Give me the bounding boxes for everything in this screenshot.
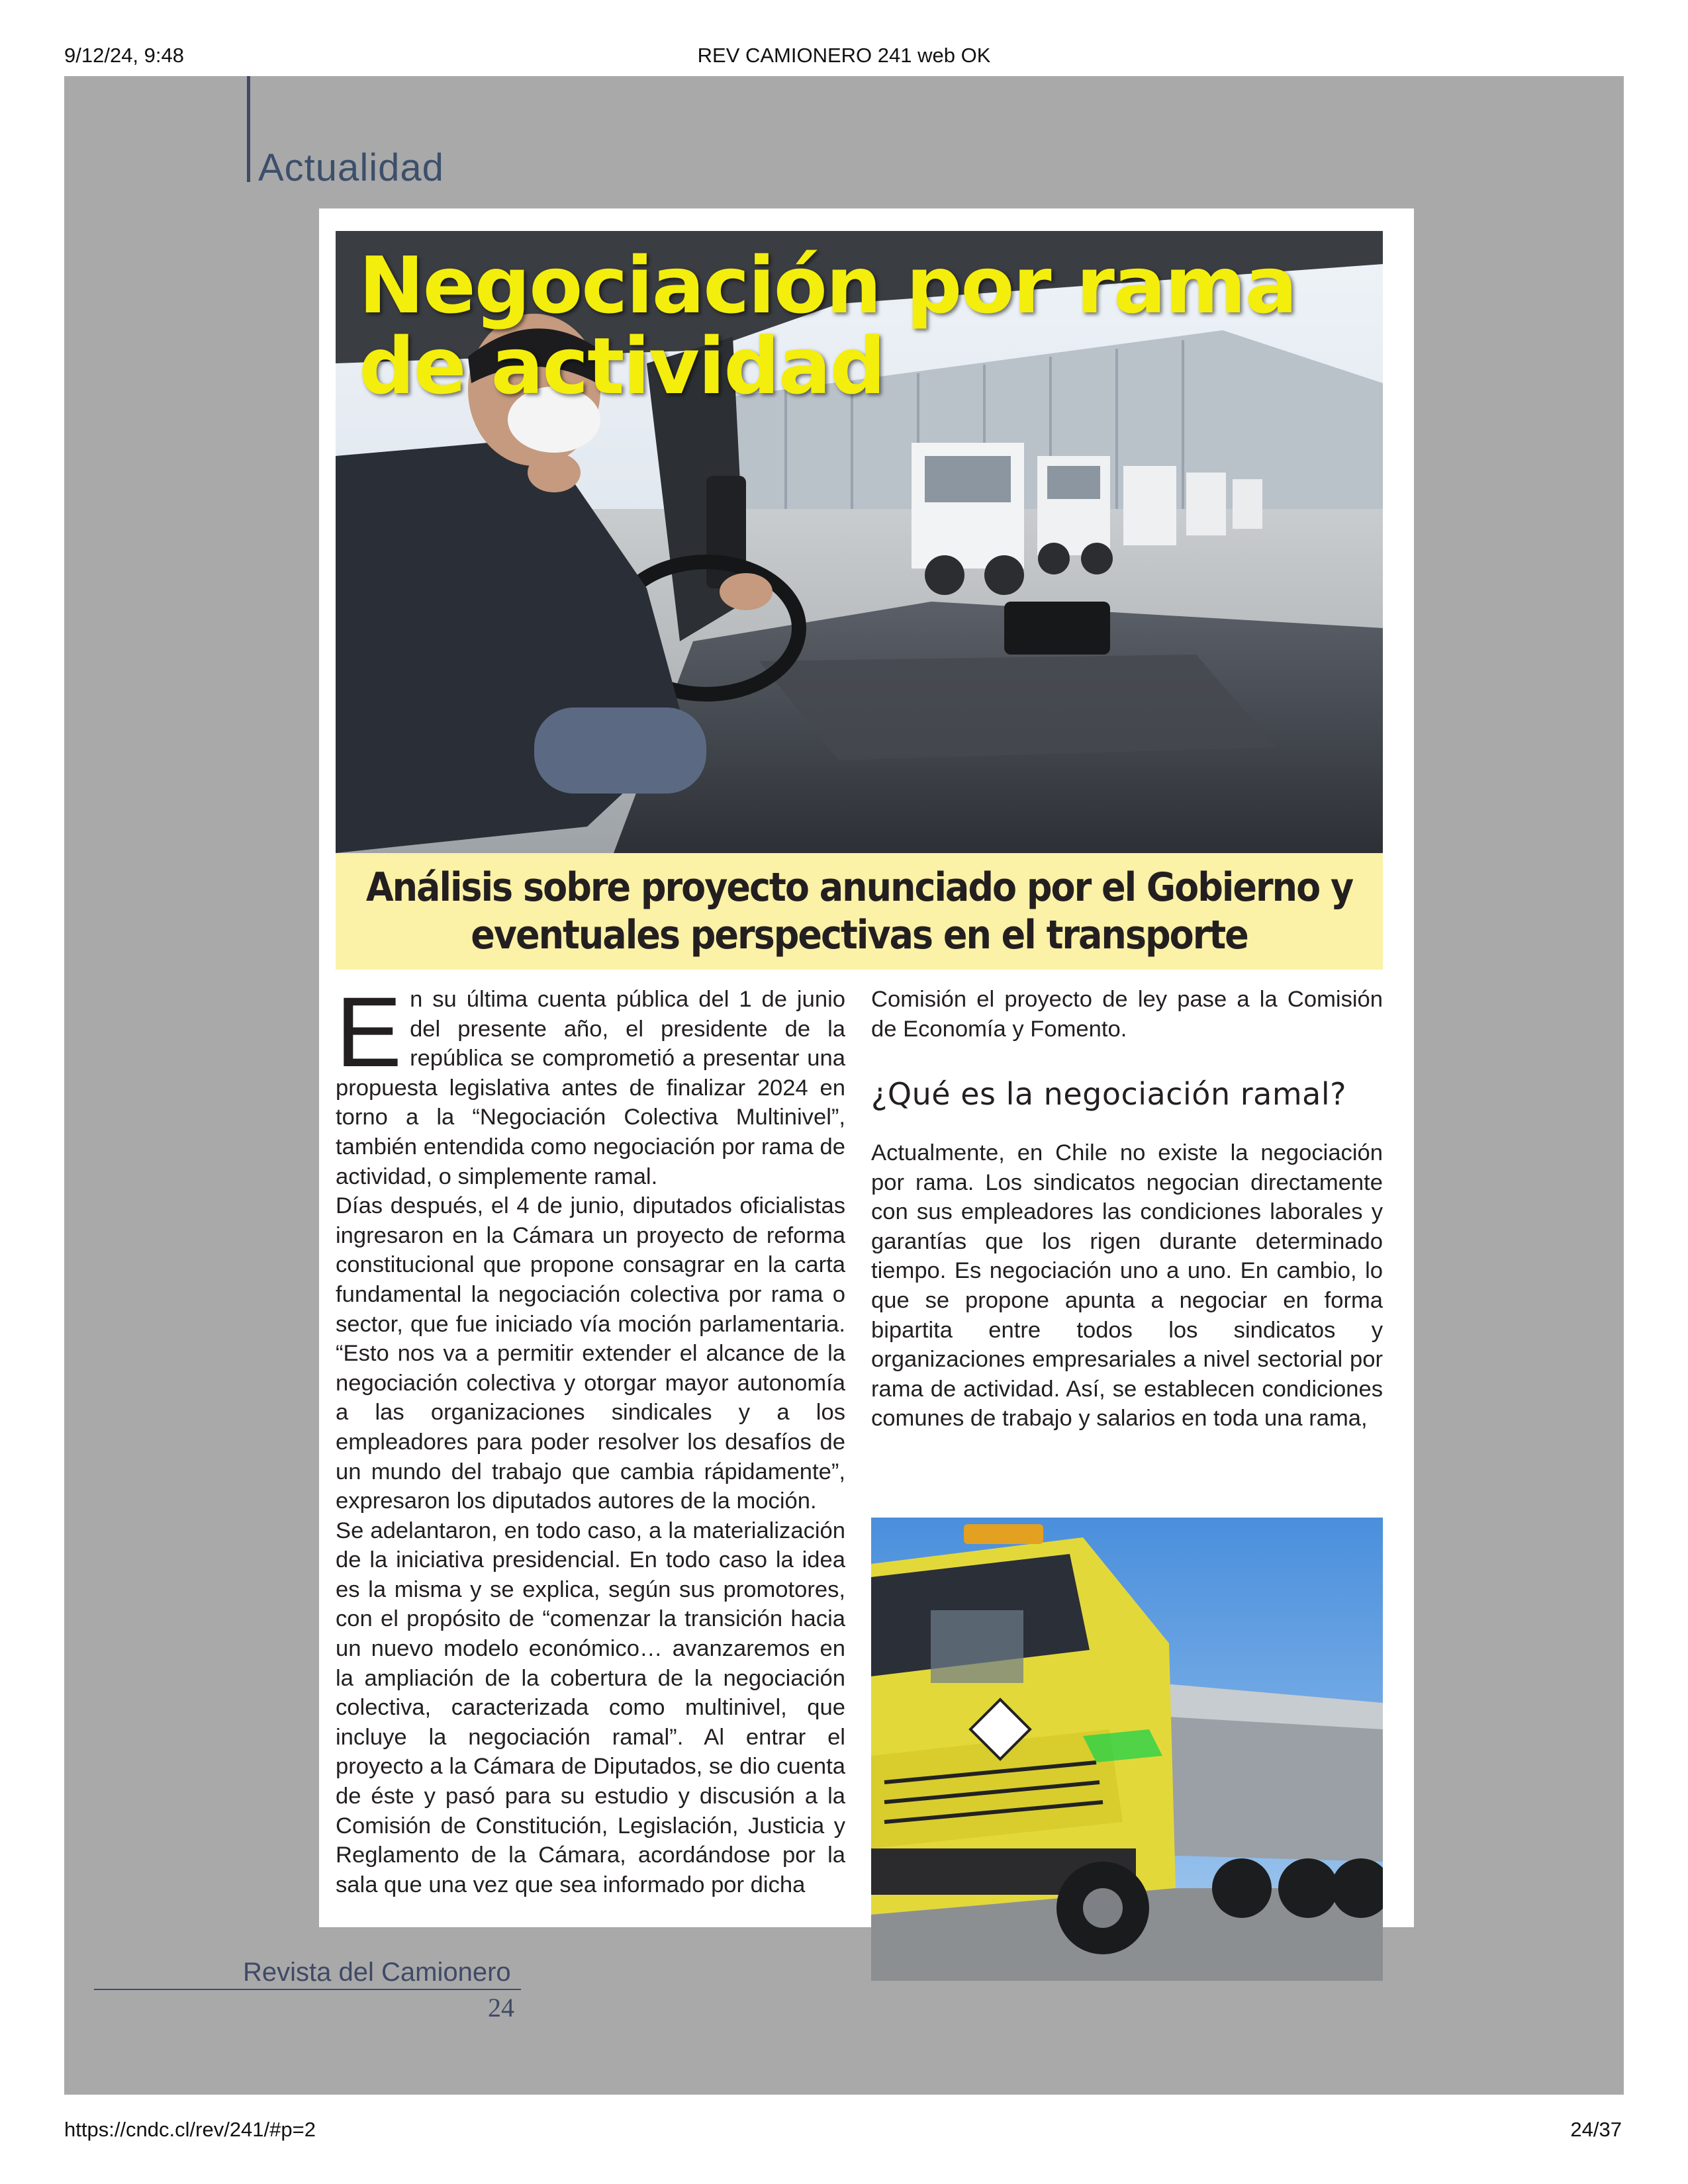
headline: Negociación por rama de actividad [359,240,1297,412]
print-document-title: REV CAMIONERO 241 web OK [697,44,991,67]
subtitle-band [336,853,1383,970]
drop-cap: E [336,976,402,1087]
paragraph: Se adelantaron, en todo caso, a la materialización de la iniciativa presidencial. En todo caso la idea es la misma y se explica, según sus promotores, con el propósito de “comenzar la transición hacia un nuevo modelo económico… avanzaremos en la ampliación de la cobertura de la negociación colectiva, caracterizada como multinivel, que incluye la negociación ramal”. Al entrar el proyecto a la Cámara de Diputados, se dio cuenta de éste y pasó para su estudio y discusión a la Comisión de Constitución, Legislación, Justicia y Reglamento de la Cámara, acordándose por la sala que una vez que sea informado por dicha [336,1518,845,1897]
paragraph: Actualmente, en Chile no existe la negociación por rama. Los sindicatos negocian directamente con sus empleadores las condiciones laborales y garantías que los rigen durante determinado tiempo. Es negociación uno a uno. En cambio, lo que se propone apunta a negociar en forma bipartita entre todos los sindicatos y organizaciones empresariales a nivel sectorial por rama de actividad. Así, se establecen condiciones comunes de trabajo y salarios en toda una rama, [871,1140,1383,1432]
article-column-right [871,1138,1383,1433]
magazine-page [64,76,1624,2095]
footer-divider [94,1989,521,1990]
page-number: 24 [488,1993,514,2023]
article-column-left [336,976,845,1899]
paragraph: Comisión el proyecto de ley pase a la Comisión de Economía y Fomento. [871,987,1383,1042]
magazine-name: Revista del Camionero [243,1958,511,1987]
article-column-right-continuation [871,985,1383,1044]
article-subtitle: Análisis sobre proyecto anunciado por el Gobierno y eventuales perspectivas en el transporte [365,864,1353,958]
article-card [319,208,1414,1927]
print-datetime: 9/12/24, 9:48 [64,44,184,67]
section-heading: ¿Qué es la negociación ramal? [871,1076,1347,1112]
yellow-truck-photo [871,1518,1383,1981]
print-page-count: 24/37 [1570,2118,1622,2141]
yellow-truck-illustration [871,1518,1383,1981]
hero-photo [336,231,1383,853]
paragraph: n su última cuenta pública del 1 de junio del presente año, el presidente de la república se comprometió a presentar una propuesta legislativa antes de finalizar 2024 en torno a la “Negociación Colectiva Multinivel”, también entendida como negociación por rama de actividad, o simplemente ramal. [336,987,845,1189]
print-url: https://cndc.cl/rev/241/#p=2 [64,2118,316,2141]
section-divider [247,76,250,182]
paragraph: Días después, el 4 de junio, diputados oficialistas ingresaron en la Cámara un proyecto de reforma constitucional que propone consagrar en la carta fundamental la negociación colectiva por rama o sector, que fue iniciado vía moción parlamentaria. “Esto nos va a permitir extender el alcance de la negociación colectiva y otorgar mayor autonomía a las organizaciones sindicales y a los empleadores para poder resolver los desafíos de un mundo del trabajo que cambia rápidamente”, expresaron los diputados autores de la moción. [336,1193,845,1514]
section-label: Actualidad [258,146,444,189]
